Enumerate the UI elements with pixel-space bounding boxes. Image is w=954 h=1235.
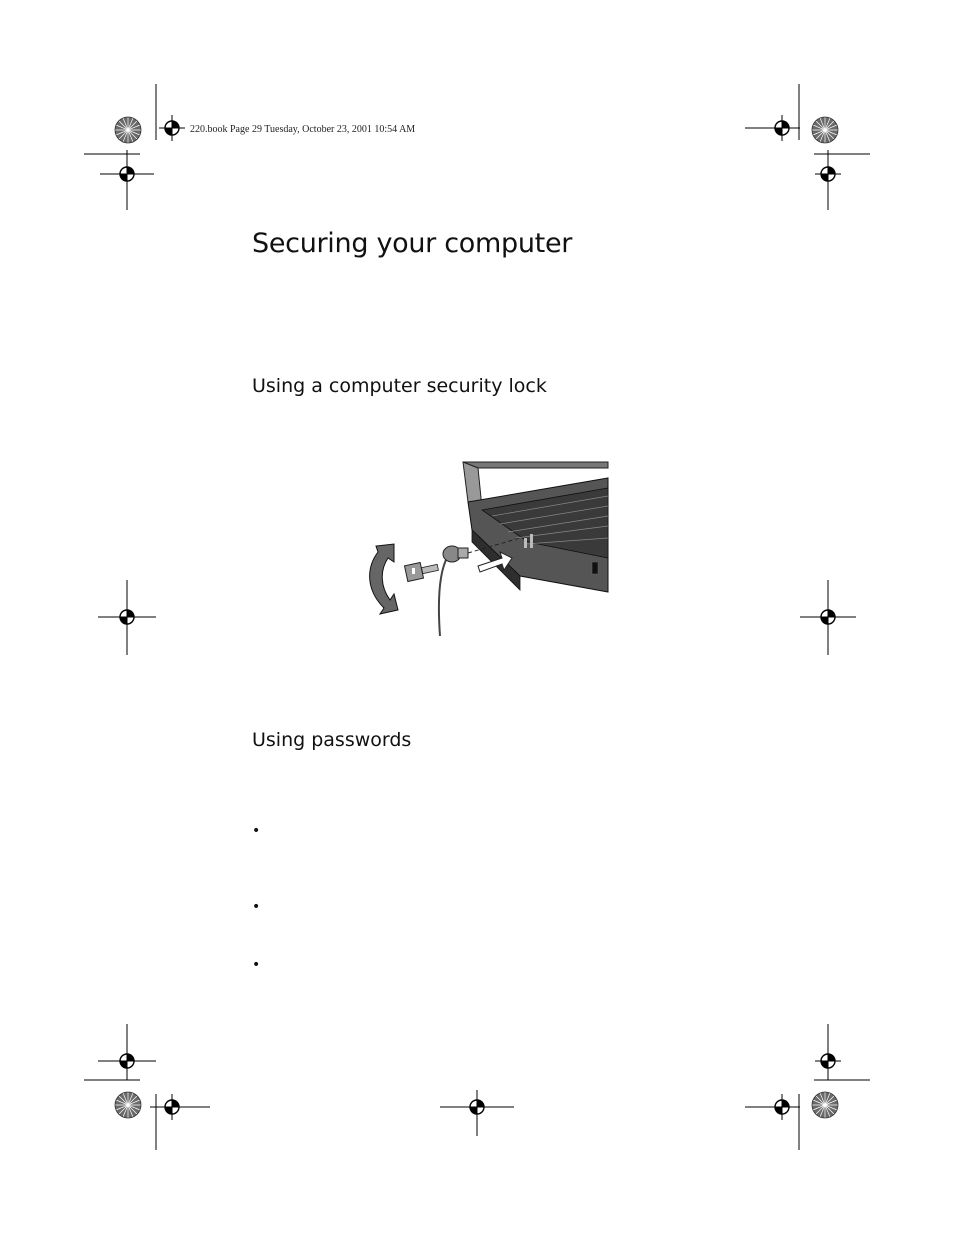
security-lock-illustration: [360, 458, 620, 638]
starburst-target-icon: [115, 1092, 141, 1118]
list-item: •: [252, 899, 261, 915]
starburst-target-icon: [115, 117, 141, 143]
section-heading-passwords: Using passwords: [252, 729, 412, 751]
starburst-target-icon: [812, 1092, 838, 1118]
list-item: •: [252, 957, 261, 973]
starburst-target-icon: [812, 117, 838, 143]
crosshair-target-icon: [159, 115, 185, 141]
section-heading-security-lock: Using a computer security lock: [252, 375, 547, 397]
page-title: Securing your computer: [252, 228, 573, 259]
print-slug: 220.book Page 29 Tuesday, October 23, 2001 10:54 AM: [190, 124, 416, 135]
list-item: •: [252, 823, 261, 839]
